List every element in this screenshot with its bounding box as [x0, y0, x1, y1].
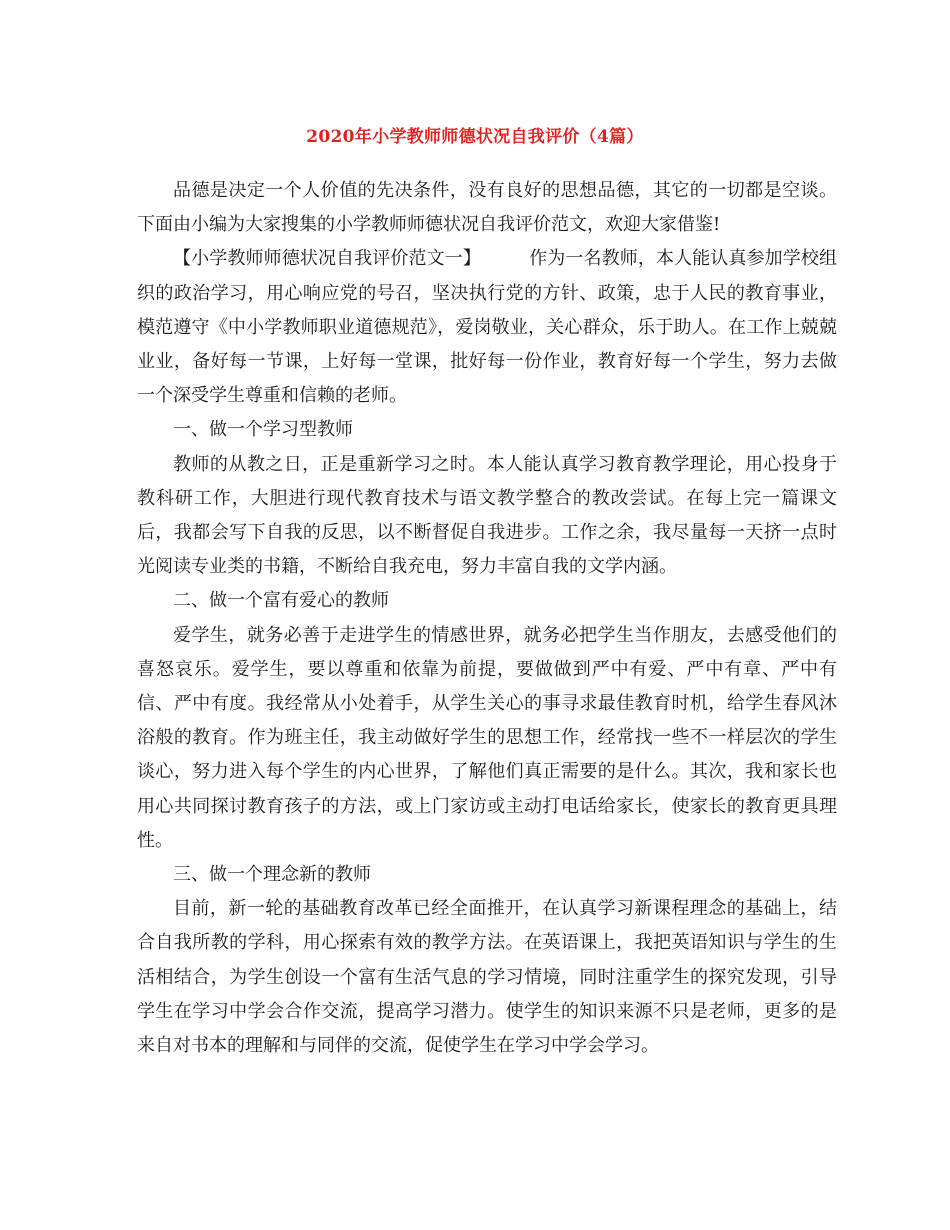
section-paragraph: 教师的从教之日，正是重新学习之时。本人能认真学习教育教学理论，用心投身于教科研工作，大胆进行现代教育技术与语文教学整合的教改尝试。在每上完一篇课文后，我都会写下自我的反思，以不断督促自我进步。工作之余，我尽量每一天挤一点时光阅读专业类的书籍，不断给自我充电，努力丰富自我的文学内涵。: [137, 453, 837, 578]
sample-opening: 作为一名教师，本人能认真参加学校组织的政治学习，用心响应党的号召，坚决执行党的方针、政策，忠于人民的教育事业，模范遵守《中小学教师职业道德规范》，爱岗敬业，关心群众，乐于助人。在工作上兢兢业业，备好每一节课，上好每一堂课，批好每一份作业，教育好每一个学生，努力去做一个深受学生尊重和信赖的老师。: [137, 248, 837, 407]
document-body: [137, 174, 837, 1063]
document-title: 2020年小学教师师德状况自我评价（4篇）: [306, 127, 644, 147]
section-paragraph: 爱学生，就务必善于走进学生的情感世界，就务必把学生当作朋友，去感受他们的喜怒哀乐。爱学生，要以尊重和依靠为前提，要做做到严中有爱、严中有章、严中有信、严中有度。我经常从小处着手，从学生关心的事寻求最佳教育时机，给学生春风沐浴般的教育。作为班主任，我主动做好学生的思想工作，经常找一些不一样层次的学生谈心，努力进入每个学生的内心世界，了解他们真正需要的是什么。其次，我和家长也用心共同探讨教育孩子的方法，或上门家访或主动打电话给家长，使家长的教育更具理性。: [137, 624, 837, 851]
sample-heading: 【小学教师师德状况自我评价范文一】: [173, 248, 481, 270]
section-paragraph: 目前，新一轮的基础教育改革已经全面推开，在认真学习新课程理念的基础上，结合自我所教的学科，用心探索有效的教学方法。在英语课上，我把英语知识与学生的生活相结合，为学生创设一个富有生活气息的学习情境，同时注重学生的探究发现，引导学生在学习中学会合作交流，提高学习潜力。使学生的知识来源不只是老师，更多的是来自对书本的理解和与同伴的交流，促使学生在学习中学会学习。: [137, 898, 837, 1057]
sample-paragraph: [137, 242, 837, 413]
intro-paragraph: 品德是决定一个人价值的先决条件，没有良好的思想品德，其它的一切都是空谈。下面由小编为大家搜集的小学教师师德状况自我评价范文，欢迎大家借鉴!: [137, 180, 837, 236]
section-heading: 二、做一个富有爱心的教师: [173, 590, 389, 612]
section-heading: 三、做一个理念新的教师: [173, 864, 371, 886]
section-heading: 一、做一个学习型教师: [173, 419, 353, 441]
